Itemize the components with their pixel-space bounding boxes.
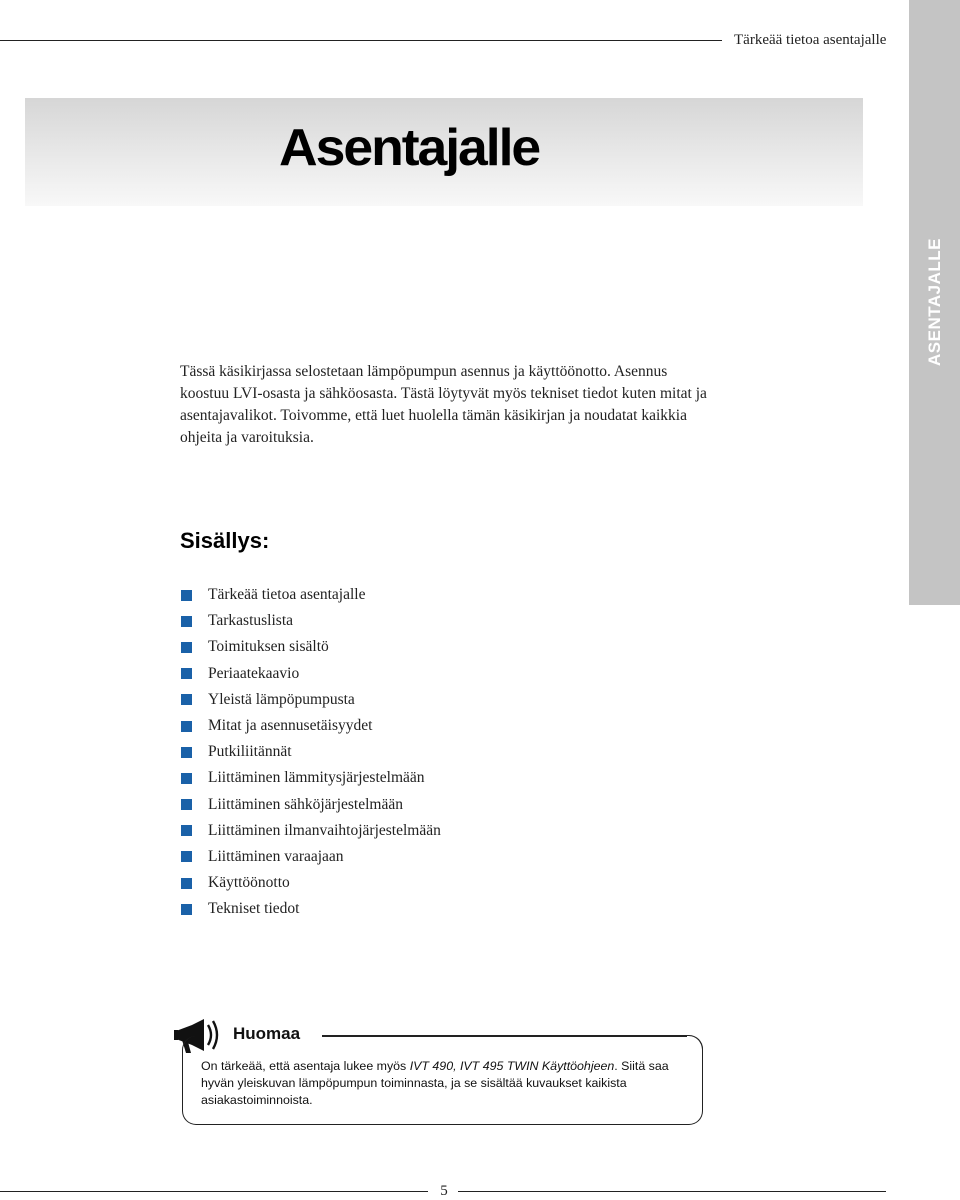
- contents-heading: Sisällys:: [180, 528, 270, 553]
- contents-item: [181, 582, 441, 608]
- square-bullet-icon: [181, 851, 192, 862]
- square-bullet-icon: [181, 616, 192, 627]
- contents-item: [181, 844, 441, 870]
- contents-item-label: Liittäminen ilmanvaihtojärjestelmään: [208, 821, 441, 839]
- contents-item-label: Tarkastuslista: [208, 612, 294, 630]
- contents-item: [181, 896, 441, 922]
- square-bullet-icon: [181, 904, 192, 915]
- square-bullet-icon: [181, 825, 192, 836]
- footer-rule-left: [0, 1191, 428, 1192]
- square-bullet-icon: [181, 799, 192, 810]
- running-header: Tärkeää tietoa asentajalle: [734, 32, 887, 48]
- contents-item-label: Putkiliitännät: [208, 743, 292, 761]
- note-text: [201, 1058, 696, 1109]
- contents-item: [181, 687, 441, 713]
- contents-item: [181, 634, 441, 660]
- table-of-contents: [181, 582, 441, 922]
- square-bullet-icon: [181, 642, 192, 653]
- contents-item-label: Yleistä lämpöpumpusta: [208, 690, 355, 708]
- footer-rule-right: [458, 1191, 886, 1192]
- square-bullet-icon: [181, 773, 192, 784]
- contents-item: [181, 608, 441, 634]
- contents-item-label: Liittäminen varaajaan: [208, 847, 344, 865]
- contents-item-label: Tekniset tiedot: [208, 900, 300, 918]
- section-tab-label: ASENTAJALLE: [925, 238, 944, 366]
- page-title: Asentajalle: [279, 119, 540, 177]
- note-text-end: . Siitä saa hyvän yleiskuvan lämpöpumpun toiminnasta, ja se sisältää kuvaukset kaikista asiakastoiminnoista.: [201, 1059, 669, 1107]
- note-text-start: On tärkeää, että asentaja lukee myös: [201, 1059, 410, 1073]
- contents-item-label: Mitat ja asennusetäisyydet: [208, 717, 373, 735]
- contents-item: [181, 765, 441, 791]
- square-bullet-icon: [181, 668, 192, 679]
- square-bullet-icon: [181, 721, 192, 732]
- contents-item: [181, 870, 441, 896]
- contents-item-label: Käyttöönotto: [208, 874, 290, 892]
- header-rule: [0, 40, 722, 41]
- contents-item-label: Toimituksen sisältö: [208, 638, 329, 656]
- square-bullet-icon: [181, 590, 192, 601]
- contents-item-label: Liittäminen sähköjärjestelmään: [208, 795, 403, 813]
- note-text-manual-title: IVT 490, IVT 495 TWIN Käyttöohjeen: [409, 1059, 615, 1073]
- square-bullet-icon: [181, 878, 192, 889]
- square-bullet-icon: [181, 694, 192, 705]
- page-number: 5: [440, 1183, 448, 1199]
- contents-item: [181, 739, 441, 765]
- contents-item: [181, 818, 441, 844]
- contents-item: [181, 713, 441, 739]
- contents-item: [181, 661, 441, 687]
- square-bullet-icon: [181, 747, 192, 758]
- contents-item-label: Liittäminen lämmitysjärjestelmään: [208, 769, 425, 787]
- intro-paragraph: Tässä käsikirjassa selostetaan lämpöpumpun asennus ja käyttöönotto. Asennus koostuu LVI-osasta ja sähköosasta. Tästä löytyvät myös tekniset tiedot kuten mitat ja asentajavalikot. Toivomme, että luet huolella tämän käsikirjan ja noudatat kaikkia ohjeita ja varoituksia.: [180, 363, 707, 446]
- contents-item-label: Periaatekaavio: [208, 664, 300, 682]
- contents-item: [181, 792, 441, 818]
- contents-item-label: Tärkeää tietoa asentajalle: [208, 586, 366, 604]
- note-heading: Huomaa: [233, 1024, 301, 1043]
